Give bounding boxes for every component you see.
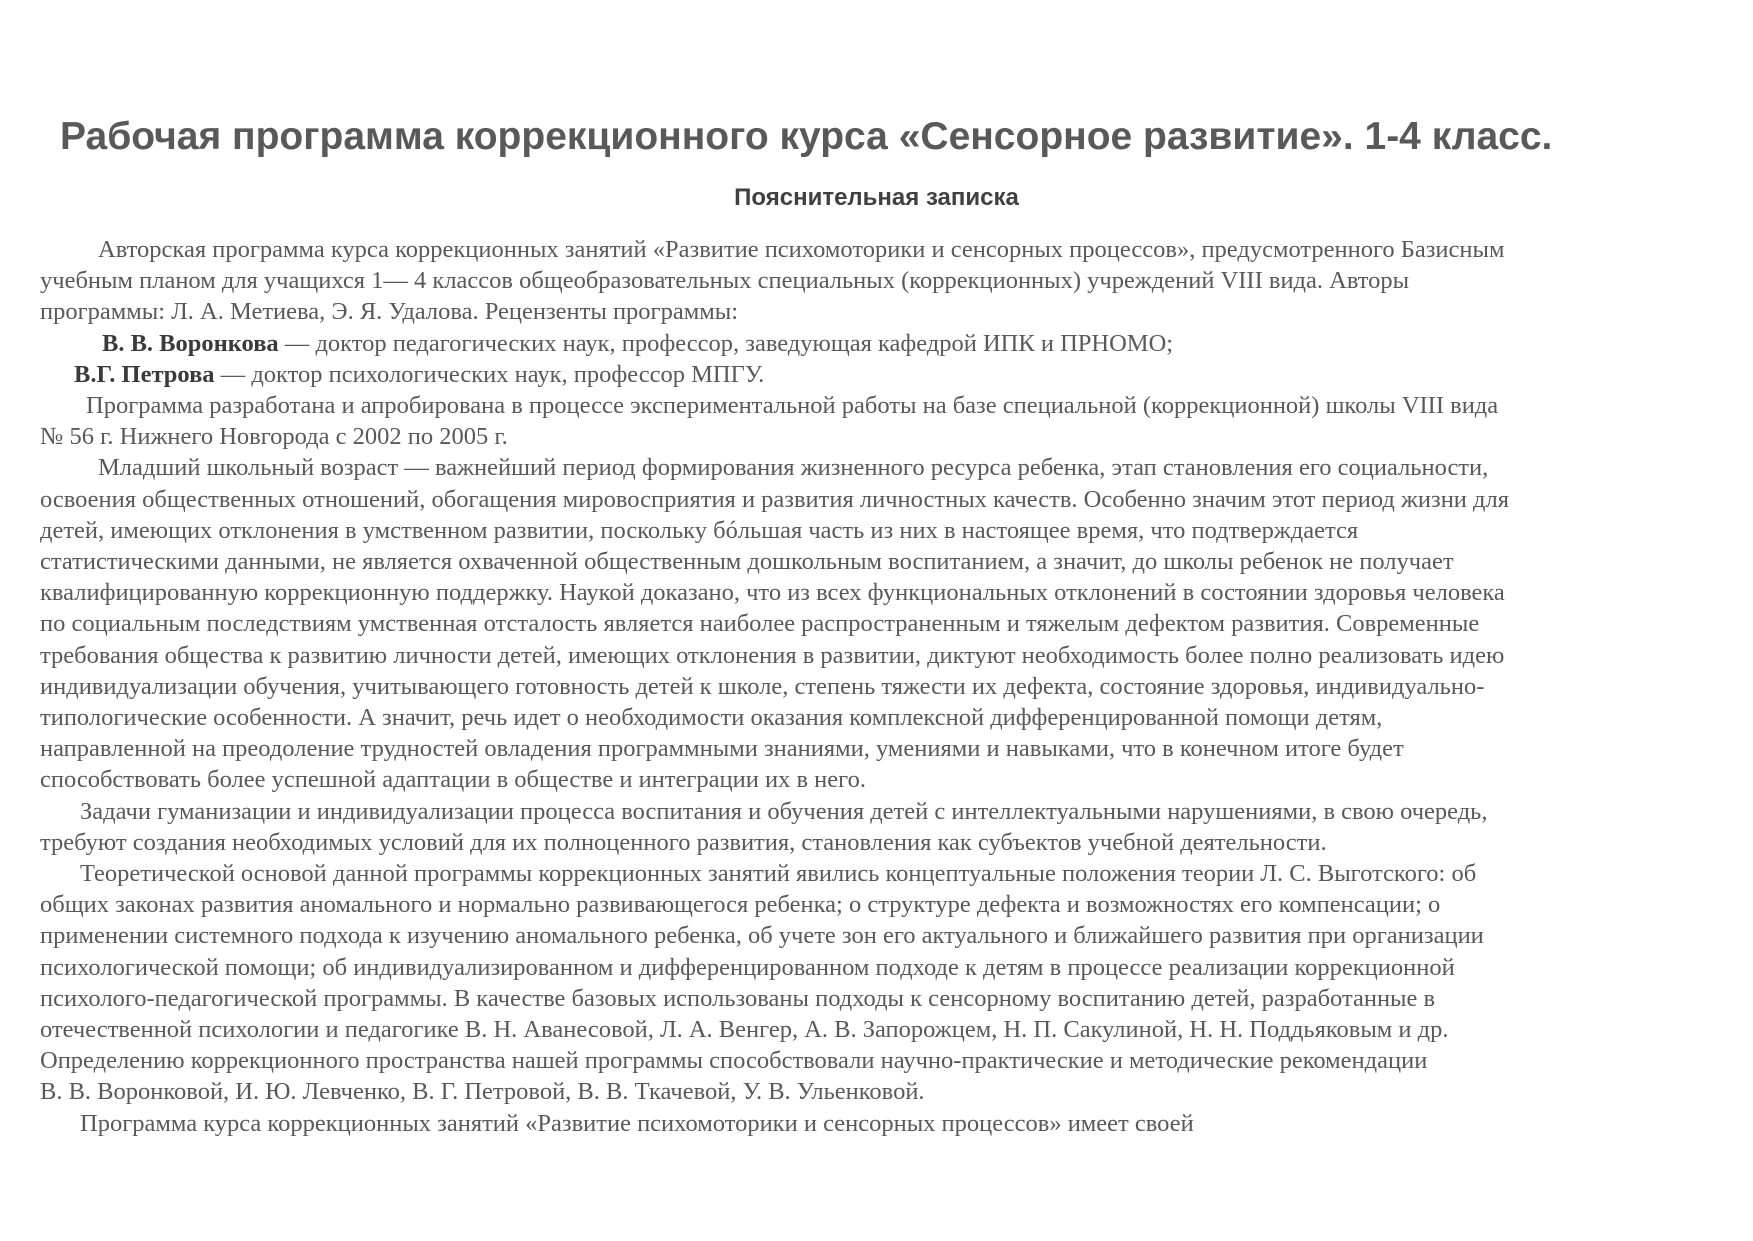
line-text: психологической помощи; об индивидуализированном и дифференцированном подходе к детям в процессе реализации коррекционной — [40, 953, 1455, 981]
text-line — [40, 702, 1740, 733]
line-text: направленной на преодоление трудностей овладения программными знаниями, умениями и навыками, что в конечном итоге будет — [40, 735, 1404, 763]
text-line — [40, 1076, 1740, 1107]
line-text: программы: Л. А. Метиева, Э. Я. Удалова. Рецензенты программы: — [40, 298, 739, 326]
line-text: — доктор психологических наук, профессор МПГУ. — [214, 360, 765, 388]
text-line — [40, 421, 1740, 452]
text-line — [40, 889, 1740, 920]
text-line — [40, 1045, 1740, 1076]
line-text: статистическими данными, не является охваченной общественным дошкольным воспитанием, а значит, до школы ребенок не получает — [40, 548, 1454, 576]
text-line — [40, 328, 1740, 359]
body-text — [40, 234, 1740, 1139]
text-line — [40, 920, 1740, 951]
text-line — [40, 796, 1740, 827]
line-text: индивидуализации обучения, учитывающего готовность детей к школе, степень тяжести их дефекта, состояние здоровья, индивидуально- — [40, 672, 1485, 700]
text-line — [40, 515, 1740, 546]
line-text: требуют создания необходимых условий для их полноценного развития, становления как субъектов учебной деятельности. — [40, 828, 1327, 856]
line-text: детей, имеющих отклонения в умственном развитии, поскольку бóльшая часть из них в настоящее время, что подтверждается — [40, 516, 1359, 544]
text-line — [40, 390, 1740, 421]
line-text: психолого-педагогической программы. В качестве базовых использованы подходы к сенсорному воспитанию детей, разработанные в — [40, 984, 1436, 1012]
text-line — [40, 608, 1740, 639]
text-line — [40, 764, 1740, 795]
text-line — [40, 577, 1740, 608]
line-text: отечественной психологии и педагогике В. Н. Аванесовой, Л. А. Венгер, А. В. Запорожцем, Н. П. Сакулиной, Н. Н. Поддьяковым и др. — [40, 1016, 1449, 1044]
line-text: Младший школьный возраст — важнейший период формирования жизненного ресурса ребенка, этап становления его социальности, — [98, 454, 1489, 482]
text-line — [40, 452, 1740, 483]
line-text: Теоретической основой данной программы коррекционных занятий явились концептуальные положения теории Л. С. Выготского: об — [80, 860, 1477, 888]
text-line — [40, 983, 1740, 1014]
line-text: Программа разработана и апробирована в процессе экспериментальной работы на базе специальной (коррекционной) школы VIII вида — [86, 392, 1499, 420]
line-text: освоения общественных отношений, обогащения мировосприятия и развития личностных качеств. Особенно значим этот период жизни для — [40, 485, 1510, 513]
line-text: № 56 г. Нижнего Новгорода с 2002 по 2005 г. — [40, 423, 508, 451]
text-line — [40, 1108, 1740, 1139]
line-text: — доктор педагогических наук, профессор, заведующая кафедрой ИПК и ПРНОМО; — [278, 329, 1174, 357]
text-line — [40, 359, 1740, 390]
page-title: Рабочая программа коррекционного курса «Сенсорное развитие». 1-4 класс. — [60, 115, 1553, 158]
line-text: типологические особенности. А значит, речь идет о необходимости оказания комплексной дифференцированной помощи детям, — [40, 704, 1383, 732]
line-text: учебным планом для учащихся 1— 4 классов общеобразовательных специальных (коррекционных) учреждений VIII вида. Авторы — [40, 267, 1410, 295]
line-text: Авторская программа курса коррекционных занятий «Развитие психомоторики и сенсорных процессов», предусмотренного Базисным — [98, 236, 1505, 263]
line-text: применении системного подхода к изучению аномального ребенка, об учете зон его актуального и ближайшего развития при организации — [40, 922, 1484, 950]
text-line — [40, 640, 1740, 671]
reviewer-name: В. В. Воронкова — [102, 329, 279, 357]
text-line — [40, 952, 1740, 983]
line-text: В. В. Воронковой, И. Ю. Левченко, В. Г. Петровой, В. В. Ткачевой, У. В. Ульенковой. — [40, 1078, 925, 1106]
text-line — [40, 484, 1740, 515]
text-line — [40, 546, 1740, 577]
text-line — [40, 858, 1740, 889]
line-text: Определению коррекционного пространства нашей программы способствовали научно-практические и методические рекомендации — [40, 1047, 1428, 1075]
line-text: требования общества к развитию личности детей, имеющих отклонения в развитии, диктуют необходимость более полно реализовать идею — [40, 641, 1505, 669]
line-text: по социальным последствиям умственная отсталость является наиболее распространенным и тяжелым дефектом развития. Современные — [40, 610, 1480, 638]
text-line — [40, 1014, 1740, 1045]
text-line — [40, 733, 1740, 764]
section-subtitle: Пояснительная записка — [734, 184, 1019, 211]
text-line — [40, 296, 1740, 327]
text-line — [40, 671, 1740, 702]
line-text: общих законах развития аномального и нормально развивающегося ребенка; о структуре дефекта и возможностях его компенсации; о — [40, 891, 1441, 919]
text-line — [40, 827, 1740, 858]
line-text: Программа курса коррекционных занятий «Развитие психомоторики и сенсорных процессов» имеет своей — [80, 1109, 1194, 1137]
line-text: способствовать более успешной адаптации в обществе и интеграции их в него. — [40, 766, 866, 794]
line-text: квалифицированную коррекционную поддержку. Наукой доказано, что из всех функциональных отклонений в состоянии здоровья человека — [40, 579, 1505, 607]
text-line — [40, 234, 1740, 265]
text-line — [40, 265, 1740, 296]
reviewer-name: В.Г. Петрова — [74, 360, 215, 388]
line-text: Задачи гуманизации и индивидуализации процесса воспитания и обучения детей с интеллектуальными нарушениями, в свою очередь, — [80, 797, 1488, 825]
